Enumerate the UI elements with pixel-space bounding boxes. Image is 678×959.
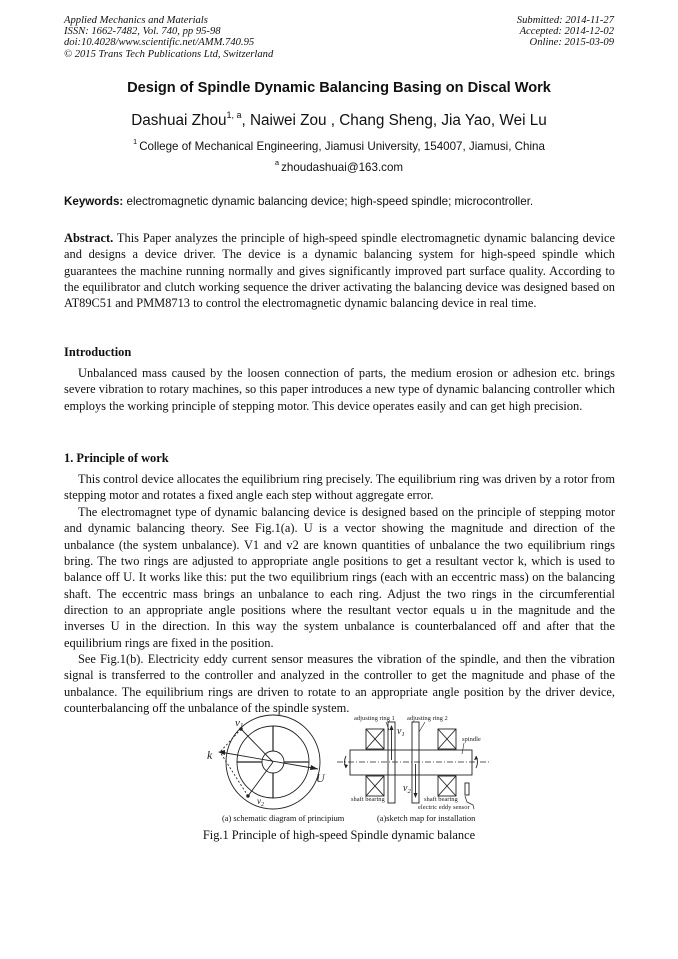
v2-vector [248,762,273,796]
principle-paragraph-1: This control device allocates the equilibrium ring precisely. The equilibrium ring was driven by a rotor from stepping motor and rotates a fixed angle each step without aggregate error. [64,472,615,503]
v1-vector [241,729,273,762]
journal-name: Applied Mechanics and Materials [64,15,208,26]
label-k: k [207,748,213,762]
figure-1 [200,712,500,827]
paper-title: Design of Spindle Dynamic Balancing Basing on Discal Work [127,80,551,96]
label-shaft-bearing-right: shaft bearing [424,796,458,803]
abstract [64,230,615,312]
email-address: zhoudashuai@163.com [281,160,404,174]
figure-1b-subcaption: (a)sketch map for installation [377,814,476,823]
label-b-v1: $v_1$ [397,726,405,738]
affiliation-text: College of Mechanical Engineering, Jiamusi University, 154007, Jiamusi, China [139,139,545,153]
principle-paragraph-2: The electromagnet type of dynamic balancing device is designed based on the principle of stepping motor and dynamic balancing theory. See Fig.1(a). U is a vector showing the magnitude and direction of the unbalance (the system unbalance). V1 and v2 are known quantities of unbalance the two equilibrium rings bring. The two rings are adjusted to appropriate angle positions to get a resultant vector k, which is used to balance off U. It works like this: put the two equilibrium rings (each with an eccentric mass) on the balancing shaft. The eccentric mass brings an unbalance to each ring. Adjust the two rings in the circumferential direction to an appropriate angle positions where the resultant vector equals u in the magnitude and the inverses U in the direction. In this way the system unbalance is counterbalanced off and after that the equilibrium rings are fixed in the position. [64,505,615,650]
journal-info [64,15,273,60]
journal-issn: ISSN: 1662-7482, Vol. 740, pp 95-98 [64,26,221,38]
author-email [0,159,678,174]
principle-paragraph-3: See Fig.1(b). Electricity eddy current sensor measures the vibration of the spindle, and then the vibration signal is transferred to the controller and analyzed in the controller to get the magnitude and phase of the unbalance. The equilibrium rings are driven to rotate to an appropriate angle position by the driver device, counterbalancing off the unbalance of the spindle system. [64,652,615,716]
label-u: U [316,771,325,785]
abstract-text: This Paper analyzes the principle of high-speed spindle electromagnetic dynamic balancing device and designs a device driver. The device is a dynamic balancing system for high-speed spindle which guarantees the machine running normally and gives significantly improved part surface quality. According to the equilibrator and clutch working sequence the driver activating the balancing device was designed based on AT89C51 and PMM8713 to control the electromagnetic dynamic balancing device in real time. [64,231,615,311]
figure-panel-a [218,715,320,809]
journal-copyright: © 2015 Trans Tech Publications Ltd, Switzerland [64,48,274,60]
journal-doi: doi:10.4028/www.scientific.net/AMM.740.95 [64,37,255,49]
author-others: , Naiwei Zou , Chang Sheng, Jia Yao, Wei Lu [241,112,547,130]
keywords-label: Keywords: [64,195,124,208]
label-b-v2: $v_2$ [403,783,411,795]
label-adjusting-ring-2: adjusting ring 2 [407,715,448,722]
section-heading-principle: 1. Principle of work [64,451,169,465]
section-heading-introduction: Introduction [64,345,132,359]
label-adjusting-ring-1: adjusting ring 1 [354,715,395,722]
abstract-label: Abstract. [64,231,114,245]
submitted-date: Submitted: 2014-11-27 [516,15,614,26]
label-v1: v1 [235,717,244,730]
eddy-sensor-shape [465,783,469,795]
affiliation [0,138,678,153]
figure-1a-subcaption: (a) schematic diagram of principium [222,814,345,823]
figure-1-caption: Fig.1 Principle of high-speed Spindle dynamic balance [202,828,476,842]
author-list [0,111,678,130]
affiliation-marker: 1 [133,137,138,146]
author-first: Dashuai Zhou [131,112,227,130]
email-marker: a [274,158,280,167]
spindle-shape [350,750,472,775]
label-v2: $v_2$ [257,796,264,808]
label-spindle: spindle [462,736,481,743]
introduction-paragraph: Unbalanced mass caused by the loosen connection of parts, the medium erosion or adhesion etc. brings severe vibration to rotary machines, so this paper introduces a new type of dynamic balancing controller which employs the working principle of stepping motor. This device operates easily and can get high precision. [64,366,615,413]
author-first-superscript: 1, a [226,110,242,120]
label-shaft-bearing-left: shaft bearing [351,796,385,803]
online-date: Online: 2015-03-09 [529,37,614,49]
keywords [64,195,616,208]
label-eddy-sensor: electric eddy sensor [418,804,470,811]
u-vector [220,752,318,769]
keywords-text: electromagnetic dynamic balancing device; high-speed spindle; microcontroller. [123,195,534,208]
accepted-date: Accepted: 2014-12-02 [519,26,614,38]
submission-dates [517,15,614,49]
